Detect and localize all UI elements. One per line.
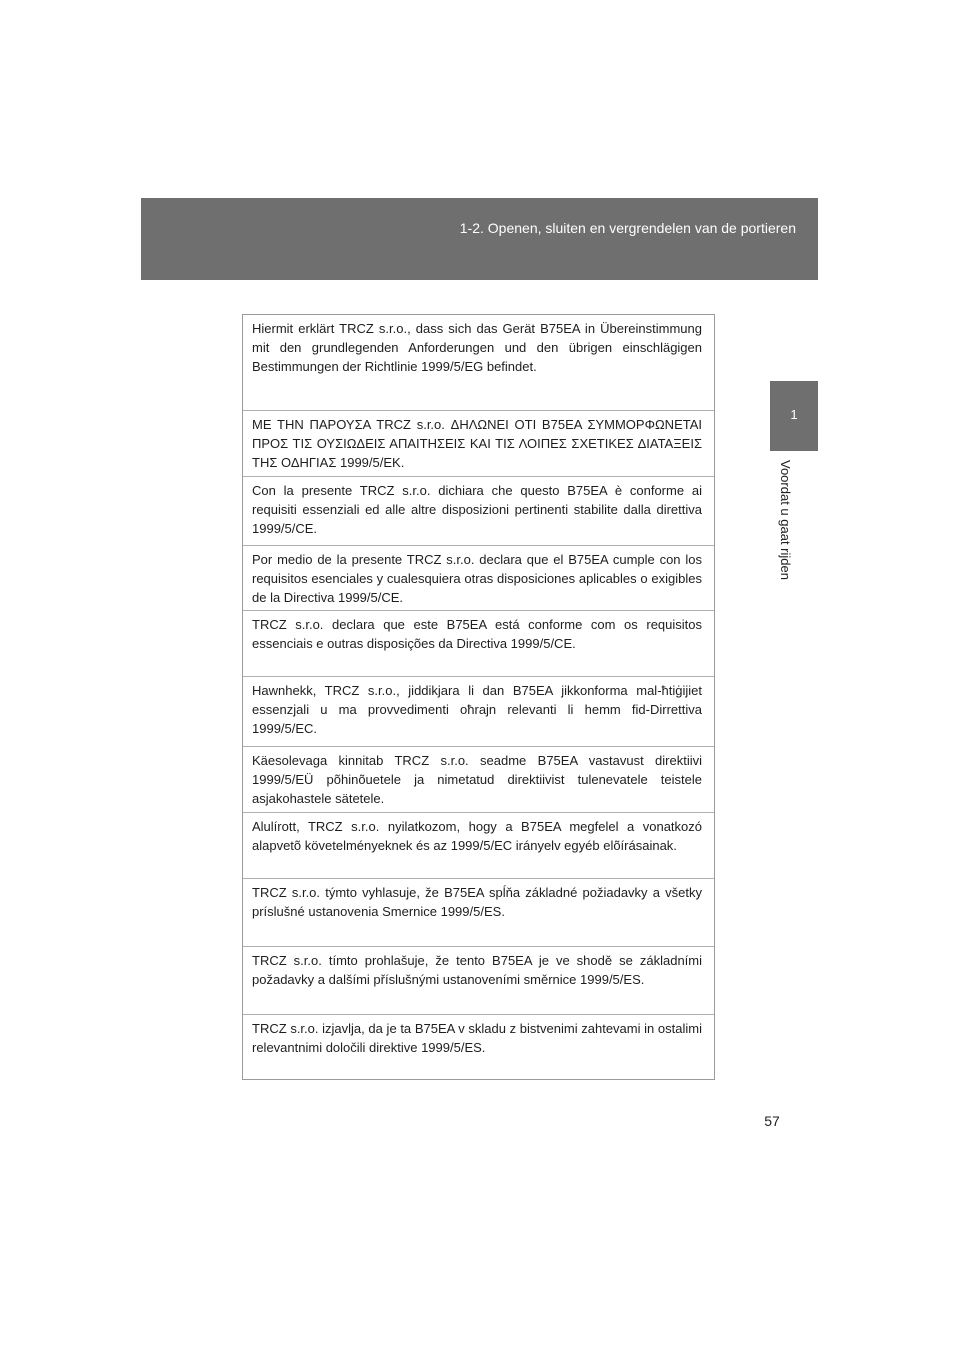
declaration-sk: TRCZ s.r.o. týmto vyhlasuje, že B75EA spĺňa základné požiadavky a všetky príslušné ustanovenia Smernice 1999/5/ES. [243,878,714,946]
declaration-hu: Alulírott, TRCZ s.r.o. nyilatkozom, hogy a B75EA megfelel a vonatkozó alapvetõ követelményeknek és az 1999/5/EC irányelv egyéb elõírásainak. [243,812,714,878]
declaration-es: Por medio de la presente TRCZ s.r.o. declara que el B75EA cumple con los requisitos esenciales y cualesquiera otras disposiciones aplicables o exigibles de la Directiva 1999/5/CE. [243,545,714,610]
declaration-pt: TRCZ s.r.o. declara que este B75EA está conforme com os requisitos essenciais e outras disposições da Directiva 1999/5/CE. [243,610,714,676]
declaration-el: ΜΕ ΤΗΝ ΠΑΡΟΥΣΑ TRCZ s.r.o. ΔΗΛΩΝΕΙ ΟΤΙ B75EA ΣΥΜΜΟΡΦΩΝΕΤΑΙ ΠΡΟΣ ΤΙΣ ΟΥΣΙΩΔΕΙΣ ΑΠΑΙΤΗΣΕΙΣ ΚΑΙ ΤΙΣ ΛΟΙΠΕΣ ΣΧΕΤΙΚΕΣ ΔΙΑΤΑΞΕΙΣ ΤΗΣ ΟΔΗΓΙΑΣ 1999/5/ΕΚ. [243,410,714,476]
chapter-number: 1 [790,407,798,422]
declaration-cs: TRCZ s.r.o. tímto prohlašuje, že tento B75EA je ve shodě se základními požadavky a dalšími příslušnými ustanoveními směrnice 1999/5/ES. [243,946,714,1014]
declaration-it: Con la presente TRCZ s.r.o. dichiara che questo B75EA è conforme ai requisiti essenziali ed alle altre disposizioni pertinenti stabilite dalla direttiva 1999/5/CE. [243,476,714,545]
chapter-tab [770,381,818,451]
chapter-label: Voordat u gaat rijden [778,460,793,580]
section-title: 1-2. Openen, sluiten en vergrendelen van de portieren [459,220,796,236]
page-number: 57 [764,1113,780,1129]
declaration-mt: Hawnhekk, TRCZ s.r.o., jiddikjara li dan B75EA jikkonforma mal-ħtiġijiet essenzjali u ma provvedimenti oħrajn relevanti li hemm fid-Dirrettiva 1999/5/EC. [243,676,714,746]
section-header-band [141,198,818,280]
declaration-et: Käesolevaga kinnitab TRCZ s.r.o. seadme B75EA vastavust direktiivi 1999/5/EÜ põhinõuetele ja nimetatud direktiivist tulenevatele teistele asjakohastele sätetele. [243,746,714,812]
declarations-box [242,314,715,1080]
declaration-sl: TRCZ s.r.o. izjavlja, da je ta B75EA v skladu z bistvenimi zahtevami in ostalimi relevantnimi določili direktive 1999/5/ES. [243,1014,714,1079]
declaration-de: Hiermit erklärt TRCZ s.r.o., dass sich das Gerät B75EA in Übereinstimmung mit den grundlegenden Anforderungen und den übrigen einschlägigen Bestimmungen der Richtlinie 1999/5/EG befindet. [252,321,702,374]
